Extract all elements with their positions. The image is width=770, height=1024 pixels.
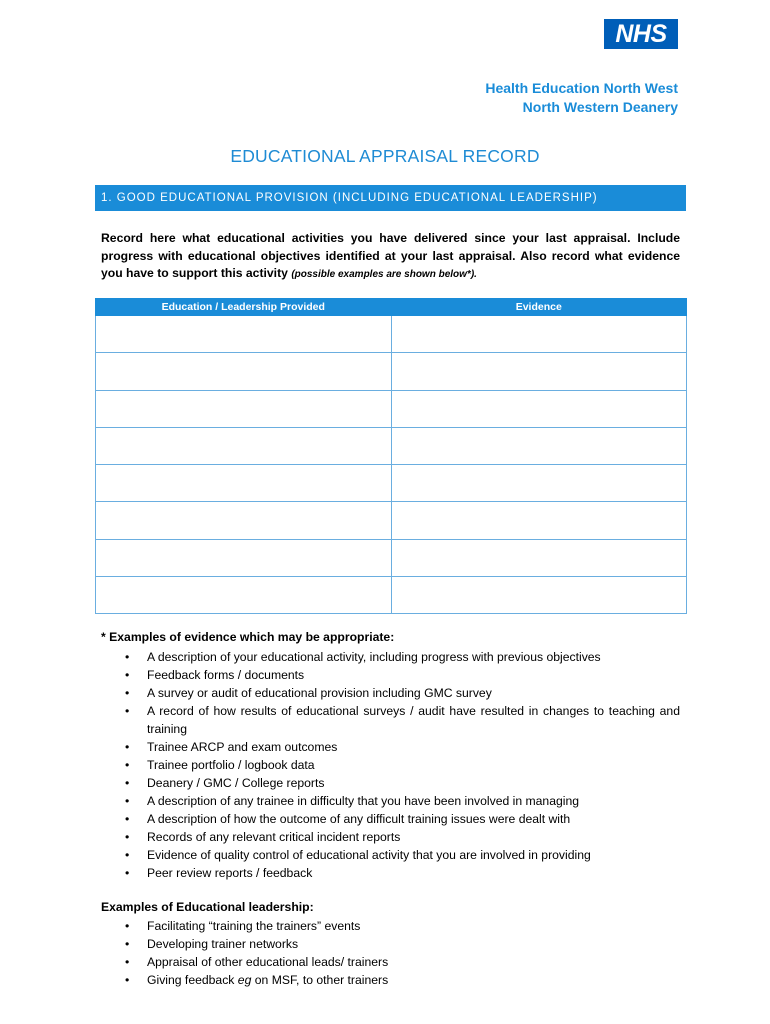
list-item: • Evidence of quality control of educational activity that you are involved in providing bbox=[147, 846, 680, 864]
table-row bbox=[96, 427, 687, 464]
evidence-examples-heading: * Examples of evidence which may be appropriate: bbox=[101, 630, 395, 644]
org-line-2: North Western Deanery bbox=[522, 99, 678, 115]
list-item: • A record of how results of educational surveys / audit have resulted in changes to teaching and training bbox=[147, 702, 680, 738]
provision-table bbox=[95, 298, 687, 614]
list-item: • Records of any relevant critical incident reports bbox=[147, 828, 680, 846]
list-item: • A description of any trainee in difficulty that you have been involved in managing bbox=[147, 792, 680, 810]
list-item bbox=[147, 971, 680, 989]
evidence-cell[interactable] bbox=[391, 577, 687, 614]
evidence-cell[interactable] bbox=[391, 427, 687, 464]
list-item: • A survey or audit of educational provision including GMC survey bbox=[147, 684, 680, 702]
leadership-examples-heading: Examples of Educational leadership: bbox=[101, 900, 314, 914]
table-row bbox=[96, 539, 687, 576]
list-item-emphasis: eg bbox=[237, 973, 252, 987]
education-cell[interactable] bbox=[96, 427, 392, 464]
table-header-row bbox=[96, 299, 687, 316]
list-item: • A description of your educational activity, including progress with previous objectives bbox=[147, 648, 680, 666]
evidence-cell[interactable] bbox=[391, 316, 687, 353]
education-cell[interactable] bbox=[96, 539, 392, 576]
organisation-name bbox=[485, 79, 678, 117]
list-item-text: on MSF, to other trainers bbox=[251, 973, 389, 987]
list-item: • A description of how the outcome of any difficult training issues were dealt with bbox=[147, 810, 680, 828]
column-header-education: Education / Leadership Provided bbox=[96, 299, 392, 316]
education-cell[interactable] bbox=[96, 390, 392, 427]
intro-examples-note: (possible examples are shown below*). bbox=[291, 269, 477, 280]
nhs-logo: NHS bbox=[604, 19, 678, 49]
list-item: • Trainee portfolio / logbook data bbox=[147, 756, 680, 774]
evidence-cell[interactable] bbox=[391, 353, 687, 390]
list-item: • Facilitating “training the trainers” events bbox=[147, 917, 680, 935]
table-row bbox=[96, 353, 687, 390]
evidence-examples-list bbox=[147, 648, 680, 882]
evidence-cell[interactable] bbox=[391, 539, 687, 576]
list-item: • Developing trainer networks bbox=[147, 935, 680, 953]
table-row bbox=[96, 316, 687, 353]
list-item: • Deanery / GMC / College reports bbox=[147, 774, 680, 792]
evidence-cell[interactable] bbox=[391, 390, 687, 427]
table-row bbox=[96, 577, 687, 614]
evidence-cell[interactable] bbox=[391, 465, 687, 502]
education-cell[interactable] bbox=[96, 465, 392, 502]
intro-text bbox=[101, 230, 680, 284]
table-row bbox=[96, 390, 687, 427]
column-header-evidence: Evidence bbox=[391, 299, 687, 316]
education-cell[interactable] bbox=[96, 316, 392, 353]
table-row bbox=[96, 465, 687, 502]
list-item: • Appraisal of other educational leads/ trainers bbox=[147, 953, 680, 971]
table-row bbox=[96, 502, 687, 539]
list-item: • Trainee ARCP and exam outcomes bbox=[147, 738, 680, 756]
list-item-text: Giving feedback bbox=[147, 973, 238, 987]
org-line-1: Health Education North West bbox=[485, 80, 678, 96]
section-heading: 1. GOOD EDUCATIONAL PROVISION (INCLUDING EDUCATIONAL LEADERSHIP) bbox=[95, 185, 686, 211]
education-cell[interactable] bbox=[96, 577, 392, 614]
list-item: • Peer review reports / feedback bbox=[147, 864, 680, 882]
intro-main: Record here what educational activities you have delivered since your last appraisal. Include progress with educational objectives identified at your last appraisal. Also record what evidence you have to support this activity bbox=[101, 231, 680, 280]
list-item: • Feedback forms / documents bbox=[147, 666, 680, 684]
education-cell[interactable] bbox=[96, 502, 392, 539]
evidence-cell[interactable] bbox=[391, 502, 687, 539]
education-cell[interactable] bbox=[96, 353, 392, 390]
page-title: EDUCATIONAL APPRAISAL RECORD bbox=[230, 146, 540, 166]
leadership-examples-list bbox=[147, 917, 680, 989]
